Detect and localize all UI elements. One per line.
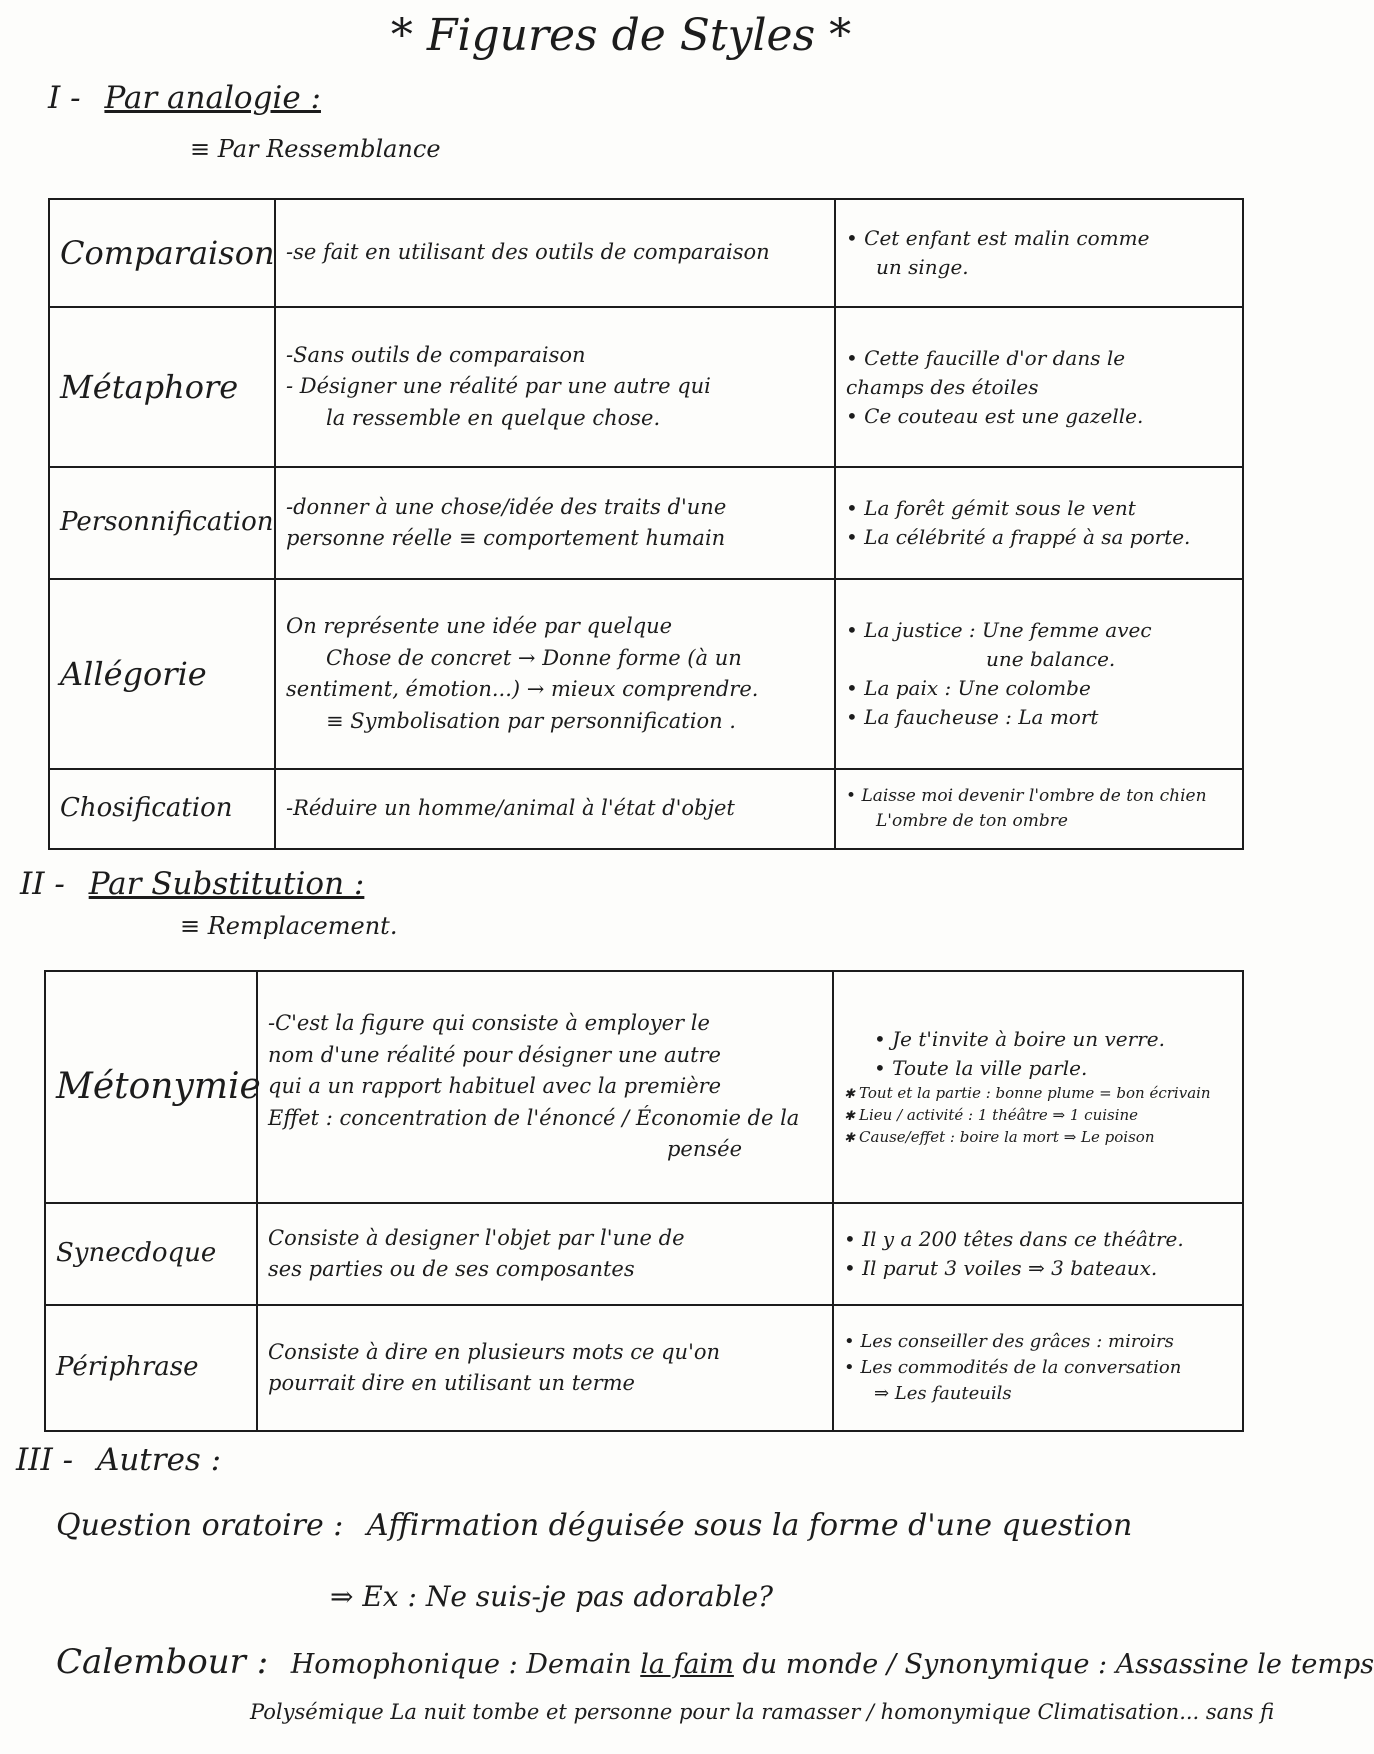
example-line: • La paix : Une colombe bbox=[846, 674, 1232, 703]
term-cell: Périphrase bbox=[45, 1305, 257, 1431]
example-line: • Cette faucille d'or dans le bbox=[846, 344, 1232, 373]
term-cell: Chosification bbox=[49, 769, 275, 849]
example-cell bbox=[833, 1305, 1243, 1431]
pun-label: Calembour : bbox=[56, 1642, 269, 1682]
definition-line: pensée bbox=[666, 1137, 742, 1162]
term-cell: Comparaison bbox=[49, 199, 275, 307]
example-line: • La célébrité a frappé à sa porte. bbox=[846, 523, 1232, 552]
example-cell bbox=[833, 1203, 1243, 1305]
term-cell: Synecdoque bbox=[45, 1203, 257, 1305]
example-line: • La forêt gémit sous le vent bbox=[846, 494, 1232, 523]
section-number: I - bbox=[48, 80, 81, 116]
definition-cell bbox=[257, 971, 833, 1203]
definition-cell bbox=[275, 579, 835, 769]
example-line: • Laisse moi devenir l'ombre de ton chien bbox=[846, 784, 1232, 809]
example-line: • Ce couteau est une gazelle. bbox=[846, 402, 1232, 431]
definition-cell bbox=[275, 467, 835, 579]
definition-line: Consiste à dire en plusieurs mots ce qu'on bbox=[268, 1339, 721, 1364]
definition-cell bbox=[257, 1203, 833, 1305]
table-row bbox=[45, 1203, 1243, 1305]
definition-cell bbox=[275, 769, 835, 849]
definition-line: On représente une idée par quelque bbox=[286, 614, 673, 638]
definition-line: pourrait dire en utilisant un terme bbox=[268, 1371, 635, 1395]
definition-line: -donner à une chose/idée des traits d'une bbox=[286, 494, 727, 519]
section-heading-2 bbox=[20, 866, 364, 902]
section-note-1: ≡ Par Ressemblance bbox=[190, 135, 441, 163]
term-cell: Métaphore bbox=[49, 307, 275, 467]
example-line: L'ombre de ton ombre bbox=[876, 811, 1068, 831]
pun-line-2: Polysémique La nuit tombe et personne pour la ramasser / homonymique Climatisation... sans fi bbox=[250, 1700, 1275, 1724]
example-cell bbox=[835, 467, 1243, 579]
example-line: ✱ Cause/effet : boire la mort ⇒ Le poison bbox=[844, 1127, 1232, 1149]
rhetorical-question-line bbox=[56, 1508, 1132, 1543]
definition-cell bbox=[257, 1305, 833, 1431]
definition-cell bbox=[275, 199, 835, 307]
section-heading-3 bbox=[16, 1442, 221, 1478]
example-line: un singe. bbox=[876, 255, 969, 279]
definition-line: qui a un rapport habituel avec la première bbox=[268, 1074, 722, 1099]
substitution-table bbox=[44, 970, 1244, 1432]
table-row bbox=[49, 579, 1243, 769]
definition-line: Consiste à designer l'objet par l'une de bbox=[268, 1225, 685, 1250]
definition-line: la ressemble en quelque chose. bbox=[326, 405, 661, 430]
definition-line: sentiment, émotion...) → mieux comprendre. bbox=[286, 677, 759, 701]
example-line: ✱ Lieu / activité : 1 théâtre ⇒ 1 cuisine bbox=[844, 1105, 1232, 1127]
term-cell: Personnification bbox=[49, 467, 275, 579]
example-line: • Les conseiller des grâces : miroirs bbox=[844, 1329, 1232, 1355]
table-row bbox=[45, 1305, 1243, 1431]
example-cell bbox=[835, 307, 1243, 467]
example-cell bbox=[835, 199, 1243, 307]
example-line: • Il y a 200 têtes dans ce théâtre. bbox=[844, 1225, 1232, 1254]
example-line: • Cet enfant est malin comme bbox=[846, 224, 1232, 253]
page-title: * Figures de Styles * bbox=[390, 10, 852, 61]
example-line: • La faucheuse : La mort bbox=[846, 703, 1232, 732]
term-cell: Métonymie bbox=[45, 971, 257, 1203]
example-line: • Je t'invite à boire un verre. bbox=[844, 1025, 1232, 1054]
example-cell bbox=[835, 579, 1243, 769]
pun-text-underlined: la faim bbox=[640, 1649, 734, 1680]
definition-line: ses parties ou de ses composantes bbox=[268, 1257, 635, 1281]
example-line: une balance. bbox=[986, 647, 1116, 671]
example-cell bbox=[835, 769, 1243, 849]
pun-text-end: du monde / Synonymique : Assassine le temps bbox=[733, 1649, 1374, 1680]
section-number: II - bbox=[20, 866, 65, 902]
table-row bbox=[49, 199, 1243, 307]
example-line: • Toute la ville parle. bbox=[844, 1054, 1232, 1083]
analogy-table bbox=[48, 198, 1244, 850]
example-line: ⇒ Les fauteuils bbox=[874, 1383, 1012, 1405]
section-name: Par analogie : bbox=[104, 80, 321, 116]
rhetorical-question-definition: Affirmation déguisée sous la forme d'une question bbox=[366, 1508, 1133, 1543]
definition-line: - Désigner une réalité par une autre qui bbox=[286, 374, 711, 399]
definition-line: ≡ Symbolisation par personnification . bbox=[326, 708, 736, 733]
table-row bbox=[49, 307, 1243, 467]
section-name: Par Substitution : bbox=[88, 866, 365, 902]
table-row bbox=[49, 467, 1243, 579]
definition-line: -Sans outils de comparaison bbox=[286, 342, 586, 367]
example-line: ✱ Tout et la partie : bonne plume = bon écrivain bbox=[844, 1083, 1232, 1105]
section-number: III - bbox=[16, 1442, 74, 1478]
example-line: • Il parut 3 voiles ⇒ 3 bateaux. bbox=[844, 1254, 1232, 1283]
definition-line: nom d'une réalité pour désigner une autre bbox=[268, 1042, 721, 1067]
definition-line: -Réduire un homme/animal à l'état d'objet bbox=[286, 796, 735, 821]
table-row bbox=[45, 971, 1243, 1203]
definition-line: Chose de concret → Donne forme (à un bbox=[326, 645, 742, 670]
example-line: • La justice : Une femme avec bbox=[846, 616, 1232, 645]
section-name: Autres : bbox=[96, 1442, 222, 1478]
table-row bbox=[49, 769, 1243, 849]
pun-line bbox=[56, 1642, 1374, 1682]
term-cell: Allégorie bbox=[49, 579, 275, 769]
example-line: champs des étoiles bbox=[846, 374, 1039, 399]
example-line: • Les commodités de la conversation bbox=[844, 1355, 1232, 1381]
definition-line: -C'est la figure qui consiste à employer le bbox=[268, 1011, 710, 1036]
definition-line: -se fait en utilisant des outils de comparaison bbox=[286, 240, 770, 265]
rhetorical-question-label: Question oratoire : bbox=[56, 1508, 344, 1543]
rhetorical-question-example: ⇒ Ex : Ne suis-je pas adorable? bbox=[330, 1580, 774, 1613]
pun-text-start: Homophonique : Demain bbox=[290, 1649, 641, 1680]
definition-cell bbox=[275, 307, 835, 467]
definition-line: Effet : concentration de l'énoncé / Économie de la bbox=[268, 1105, 800, 1130]
definition-line: personne réelle ≡ comportement humain bbox=[286, 526, 726, 550]
example-cell bbox=[833, 971, 1243, 1203]
section-note-2: ≡ Remplacement. bbox=[180, 912, 398, 940]
section-heading-1 bbox=[48, 80, 321, 116]
